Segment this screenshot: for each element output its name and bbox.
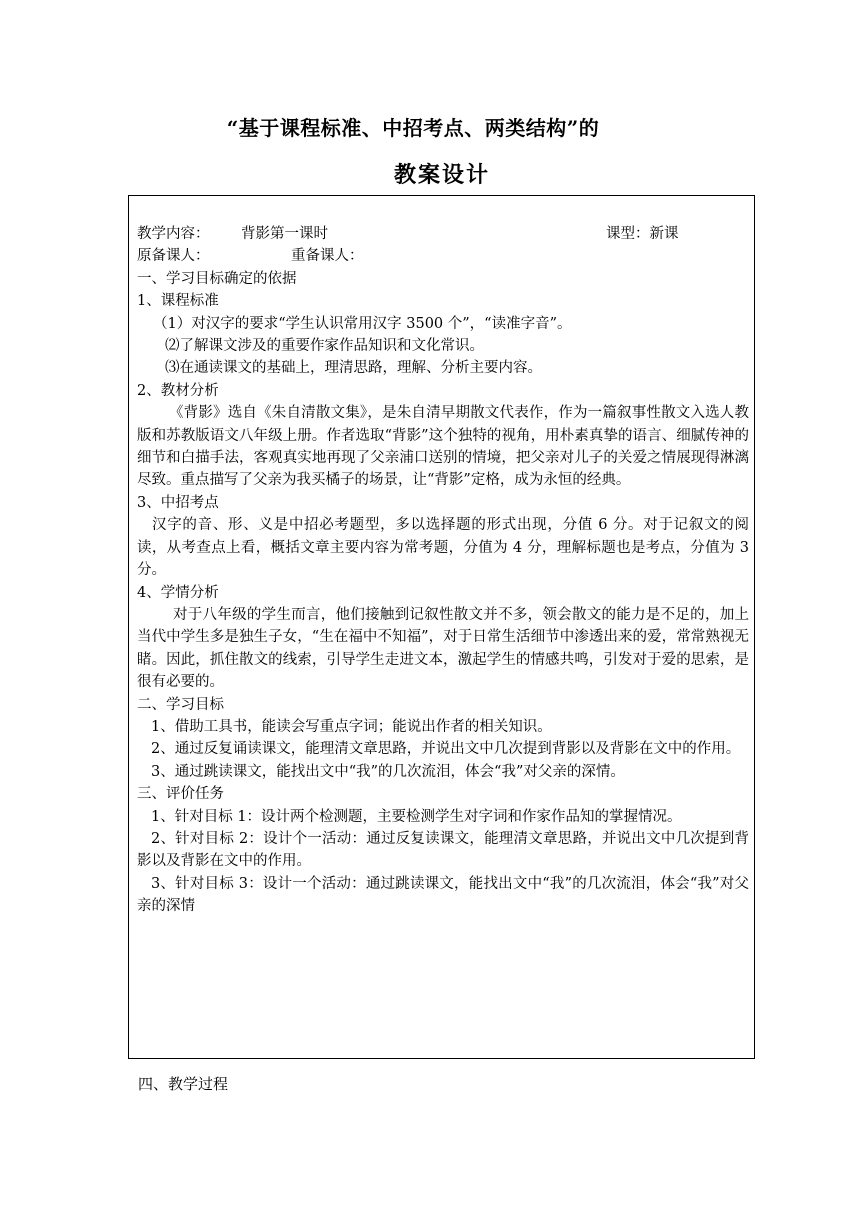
document-title: “基于课程标准、中招考点、两类结构”的 — [226, 116, 600, 140]
lesson-plan-content — [137, 223, 749, 918]
type-value: 新课 — [649, 226, 679, 242]
curriculum-heading: 1、课程标准 — [137, 293, 219, 310]
content-value: 背影第一课时 — [241, 226, 328, 242]
textbook-analysis-text: 《背影》选自《朱自清散文集》，是朱自清早期散文代表作，作为一篇叙事性散文入选人教版和苏教版语文八年级上册。作者选取“背影”这个独特的视角，用朴素真挚的语言、细腻传神的细节和白描手法，客观真实地再现了父亲浦口送别的情境，把父亲对儿子的关爱之情展现得淋漓尽致。重点描写了父亲为我买橘子的场景，让“背影”定格，成为永恒的经典。 — [137, 405, 749, 489]
re-preparer-label: 重备课人： — [291, 248, 364, 265]
curriculum-item-2: ⑵了解课文涉及的重要作家作品知识和文化常识。 — [165, 338, 484, 355]
exam-points-text: 汉字的音、形、义是中招必考题型，多以选择题的形式出现，分值 6 分。对于记叙文的阅读，从考查点上看，概括文章主要内容为常考题，分值为 4 分，理解标题也是考点，分值为 3 分。 — [137, 517, 749, 579]
textbook-heading: 2、教材分析 — [137, 382, 219, 399]
objective-item-1: 1、借助工具书，能读会写重点字词；能说出作者的相关知识。 — [151, 718, 552, 735]
objective-item-2: 2、通过反复诵读课文，能理清文章思路，并说出文中几次提到背影以及背影在文中的作用。 — [151, 741, 741, 758]
section3-heading: 三、评价任务 — [137, 786, 224, 803]
info-row-preparers — [137, 245, 749, 267]
content-label: 教学内容： — [137, 226, 210, 242]
curriculum-item-1: （1）对汉字的要求“学生认识常用汉字 3500 个”，“读准字音”。 — [153, 315, 572, 332]
objective-item-3: 3、通过跳读课文，能找出文中“我”的几次流泪，体会“我”对父亲的深情。 — [151, 763, 625, 780]
evaluation-item-1: 1、针对目标 1：设计两个检测题，主要检测学生对字词和作家作品知的掌握情况。 — [151, 808, 682, 825]
evaluation-item-3: 3、针对目标 3：设计一个活动：通过跳读课文，能找出文中“我”的几次流泪，体会“我”对父亲的深情 — [137, 875, 749, 915]
section4-heading: 四、教学过程 — [138, 1075, 229, 1093]
document-subtitle: 教案设计 — [393, 162, 490, 188]
evaluation-item-2: 2、针对目标 2：设计个一活动：通过反复读课文，能理清文章思路，并说出文中几次提到背影以及背影在文中的作用。 — [137, 830, 749, 870]
lesson-plan-box — [128, 195, 755, 1059]
info-row-content — [137, 223, 749, 245]
students-heading: 4、学情分析 — [137, 584, 219, 601]
section1-heading: 一、学习目标确定的依据 — [137, 270, 297, 287]
student-analysis-text: 对于八年级的学生而言，他们接触到记叙性散文并不多，领会散文的能力是不足的，加上当代中学生多是独生子女，“生在福中不知福”，对于日常生活细节中渗透出来的爱，常常熟视无睹。因此，抓住散文的线索，引导学生走进文本，激起学生的情感共鸣，引发对于爱的思索，是很有必要的。 — [137, 606, 749, 691]
type-label: 课型： — [606, 226, 650, 242]
exam-heading: 3、中招考点 — [137, 494, 219, 511]
curriculum-item-3: ⑶在通读课文的基础上，理清思路，理解、分析主要内容。 — [165, 360, 542, 377]
original-preparer-label: 原备课人： — [137, 248, 210, 265]
section2-heading: 二、学习目标 — [137, 696, 224, 713]
